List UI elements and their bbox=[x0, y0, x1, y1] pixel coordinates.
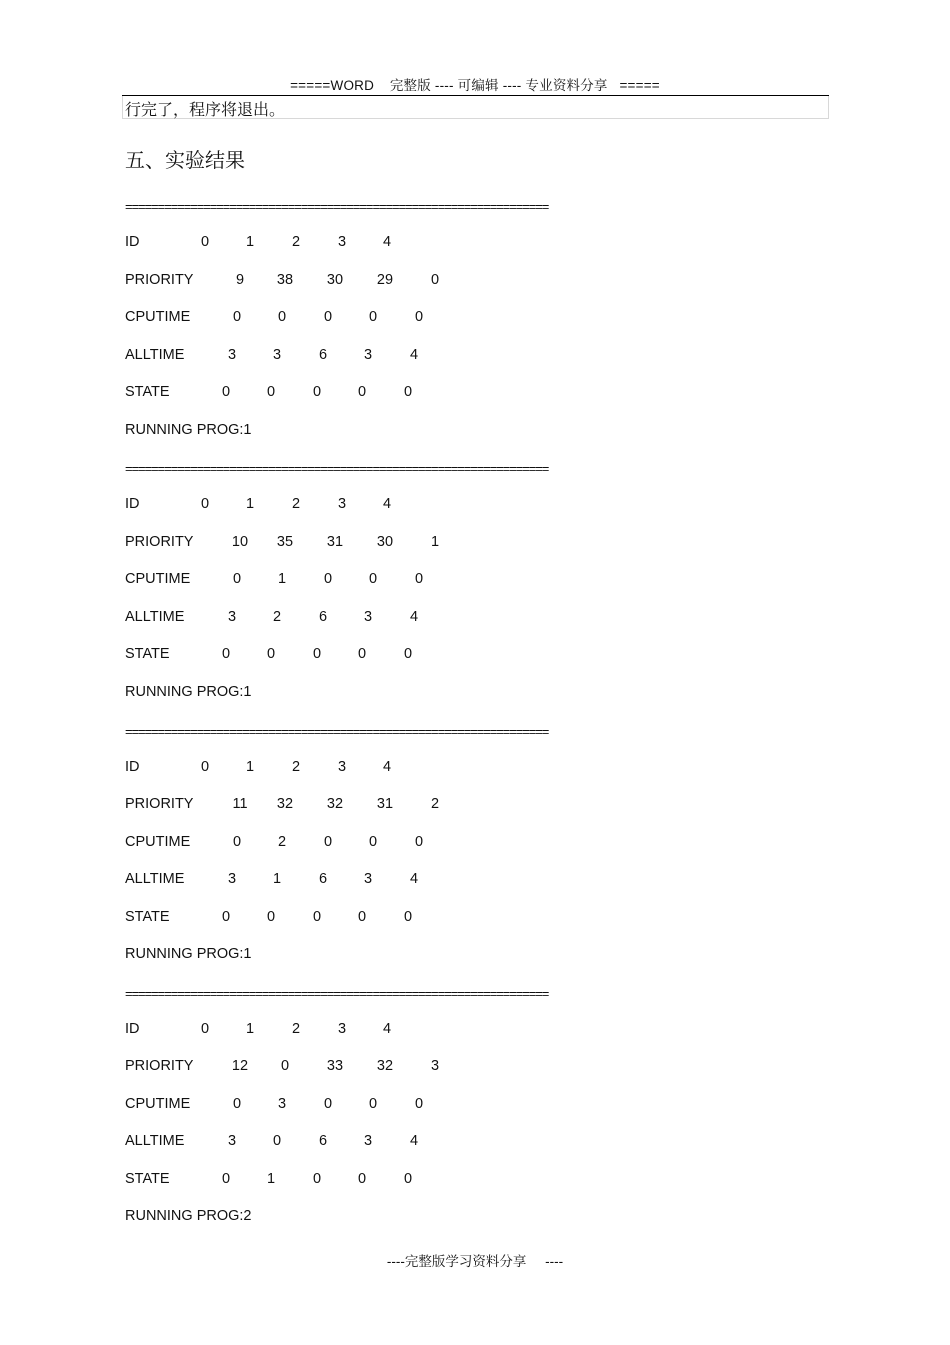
value-cell: 2 bbox=[272, 608, 282, 625]
row-label: ALLTIME bbox=[125, 1133, 185, 1150]
row-label: STATE bbox=[125, 646, 170, 663]
value-cell: 0 bbox=[403, 384, 413, 400]
value-cell: 38 bbox=[276, 271, 294, 288]
value-cell: 0 bbox=[368, 309, 378, 325]
value-cell: 9 bbox=[235, 271, 245, 288]
page-header: =====WORD 完整版 ---- 可编辑 ---- 专业资料分享 ===== bbox=[290, 78, 660, 93]
value-cell: 0 bbox=[221, 384, 231, 400]
value-cell: 4 bbox=[409, 608, 419, 625]
value-cell: 0 bbox=[323, 1095, 333, 1112]
value-cell: 2 bbox=[430, 796, 440, 813]
value-cell: 31 bbox=[326, 533, 344, 550]
value-cell: 0 bbox=[232, 309, 242, 325]
value-cell: 0 bbox=[272, 1133, 282, 1150]
value-cell: 3 bbox=[227, 346, 237, 363]
value-cell: 4 bbox=[382, 234, 392, 250]
row-label: PRIORITY bbox=[125, 796, 194, 813]
row-label: STATE bbox=[125, 908, 170, 925]
value-cell: 32 bbox=[276, 796, 294, 813]
value-cell: 0 bbox=[403, 908, 413, 925]
value-cell: 0 bbox=[280, 1058, 290, 1075]
running-prog-line: RUNNING PROG:1 bbox=[125, 946, 252, 963]
row-label: CPUTIME bbox=[125, 1095, 191, 1112]
value-cell: 30 bbox=[376, 533, 394, 550]
value-cell: 3 bbox=[337, 1020, 347, 1037]
row-label: ID bbox=[125, 234, 140, 250]
value-cell: 0 bbox=[414, 571, 424, 588]
row-label: ID bbox=[125, 1020, 140, 1037]
value-cell: 6 bbox=[318, 346, 328, 363]
value-cell: 1 bbox=[245, 1020, 255, 1037]
value-cell: 4 bbox=[382, 1020, 392, 1037]
value-cell: 0 bbox=[277, 309, 287, 325]
value-cell: 29 bbox=[376, 271, 394, 288]
running-prog-line: RUNNING PROG:1 bbox=[125, 683, 252, 700]
value-cell: 4 bbox=[409, 871, 419, 888]
row-label: STATE bbox=[125, 384, 170, 400]
separator-line: ================================================================= bbox=[125, 199, 549, 214]
value-cell: 0 bbox=[414, 309, 424, 325]
value-cell: 0 bbox=[200, 758, 210, 775]
value-cell: 0 bbox=[221, 908, 231, 925]
value-cell: 0 bbox=[430, 271, 440, 288]
value-cell: 1 bbox=[266, 1170, 276, 1187]
value-cell: 6 bbox=[318, 608, 328, 625]
section-title: 五、实验结果 bbox=[125, 148, 245, 172]
value-cell: 1 bbox=[245, 496, 255, 513]
value-cell: 0 bbox=[357, 646, 367, 663]
value-cell: 2 bbox=[291, 496, 301, 513]
row-label: CPUTIME bbox=[125, 571, 191, 588]
value-cell: 11 bbox=[232, 796, 248, 813]
row-label: PRIORITY bbox=[125, 271, 194, 288]
value-cell: 2 bbox=[291, 234, 301, 250]
value-cell: 0 bbox=[368, 833, 378, 850]
value-cell: 3 bbox=[337, 234, 347, 250]
value-cell: 0 bbox=[323, 309, 333, 325]
value-cell: 3 bbox=[430, 1058, 440, 1075]
value-cell: 3 bbox=[363, 1133, 373, 1150]
value-cell: 0 bbox=[266, 646, 276, 663]
running-prog-line: RUNNING PROG:2 bbox=[125, 1208, 252, 1225]
value-cell: 12 bbox=[231, 1058, 249, 1075]
row-label: CPUTIME bbox=[125, 833, 191, 850]
value-cell: 33 bbox=[326, 1058, 344, 1075]
value-cell: 0 bbox=[312, 384, 322, 400]
value-cell: 2 bbox=[277, 833, 287, 850]
running-prog-line: RUNNING PROG:1 bbox=[125, 421, 252, 438]
value-cell: 3 bbox=[272, 346, 282, 363]
value-cell: 0 bbox=[323, 833, 333, 850]
row-label: PRIORITY bbox=[125, 533, 194, 550]
value-cell: 1 bbox=[277, 571, 287, 588]
value-cell: 2 bbox=[291, 758, 301, 775]
value-cell: 0 bbox=[403, 1170, 413, 1187]
value-cell: 0 bbox=[357, 1170, 367, 1187]
row-label: ALLTIME bbox=[125, 871, 185, 888]
value-cell: 3 bbox=[363, 346, 373, 363]
value-cell: 0 bbox=[414, 1095, 424, 1112]
row-label: ID bbox=[125, 496, 140, 513]
value-cell: 0 bbox=[312, 908, 322, 925]
row-label: ALLTIME bbox=[125, 608, 185, 625]
value-cell: 1 bbox=[430, 533, 440, 550]
value-cell: 10 bbox=[231, 533, 249, 550]
value-cell: 0 bbox=[368, 571, 378, 588]
value-cell: 0 bbox=[200, 1020, 210, 1037]
value-cell: 0 bbox=[266, 908, 276, 925]
separator-line: ================================================================= bbox=[125, 985, 549, 1001]
value-cell: 3 bbox=[363, 608, 373, 625]
value-cell: 1 bbox=[245, 758, 255, 775]
value-cell: 4 bbox=[409, 1133, 419, 1150]
value-cell: 32 bbox=[326, 796, 344, 813]
value-cell: 0 bbox=[266, 384, 276, 400]
separator-line: ================================================================= bbox=[125, 461, 549, 477]
value-cell: 2 bbox=[291, 1020, 301, 1037]
value-cell: 3 bbox=[337, 758, 347, 775]
value-cell: 0 bbox=[403, 646, 413, 663]
page-footer: ----完整版学习资料分享 ---- bbox=[386, 1254, 564, 1269]
value-cell: 0 bbox=[357, 908, 367, 925]
value-cell: 4 bbox=[409, 346, 419, 363]
value-cell: 30 bbox=[326, 271, 344, 288]
value-cell: 6 bbox=[318, 871, 328, 888]
value-cell: 1 bbox=[245, 234, 255, 250]
value-cell: 3 bbox=[227, 608, 237, 625]
value-cell: 0 bbox=[232, 571, 242, 588]
value-cell: 0 bbox=[200, 496, 210, 513]
value-cell: 0 bbox=[232, 833, 242, 850]
value-cell: 0 bbox=[357, 384, 367, 400]
value-cell: 4 bbox=[382, 758, 392, 775]
value-cell: 6 bbox=[318, 1133, 328, 1150]
value-cell: 4 bbox=[382, 496, 392, 513]
row-label: PRIORITY bbox=[125, 1058, 194, 1075]
value-cell: 0 bbox=[200, 234, 210, 250]
value-cell: 3 bbox=[337, 496, 347, 513]
value-cell: 35 bbox=[276, 533, 294, 550]
row-label: STATE bbox=[125, 1170, 170, 1187]
value-cell: 3 bbox=[363, 871, 373, 888]
value-cell: 3 bbox=[227, 871, 237, 888]
value-cell: 3 bbox=[227, 1133, 237, 1150]
value-cell: 0 bbox=[312, 646, 322, 663]
value-cell: 32 bbox=[376, 1058, 394, 1075]
continuation-text: 行完了，程序将退出。 bbox=[125, 100, 286, 119]
value-cell: 1 bbox=[272, 871, 282, 888]
value-cell: 0 bbox=[221, 1170, 231, 1187]
value-cell: 31 bbox=[376, 796, 394, 813]
separator-line: ================================================================= bbox=[125, 723, 549, 739]
value-cell: 0 bbox=[323, 571, 333, 588]
row-label: CPUTIME bbox=[125, 309, 191, 325]
value-cell: 0 bbox=[414, 833, 424, 850]
value-cell: 0 bbox=[232, 1095, 242, 1112]
value-cell: 0 bbox=[312, 1170, 322, 1187]
row-label: ALLTIME bbox=[125, 346, 185, 363]
value-cell: 3 bbox=[277, 1095, 287, 1112]
row-label: ID bbox=[125, 758, 140, 775]
value-cell: 0 bbox=[368, 1095, 378, 1112]
value-cell: 0 bbox=[221, 646, 231, 663]
